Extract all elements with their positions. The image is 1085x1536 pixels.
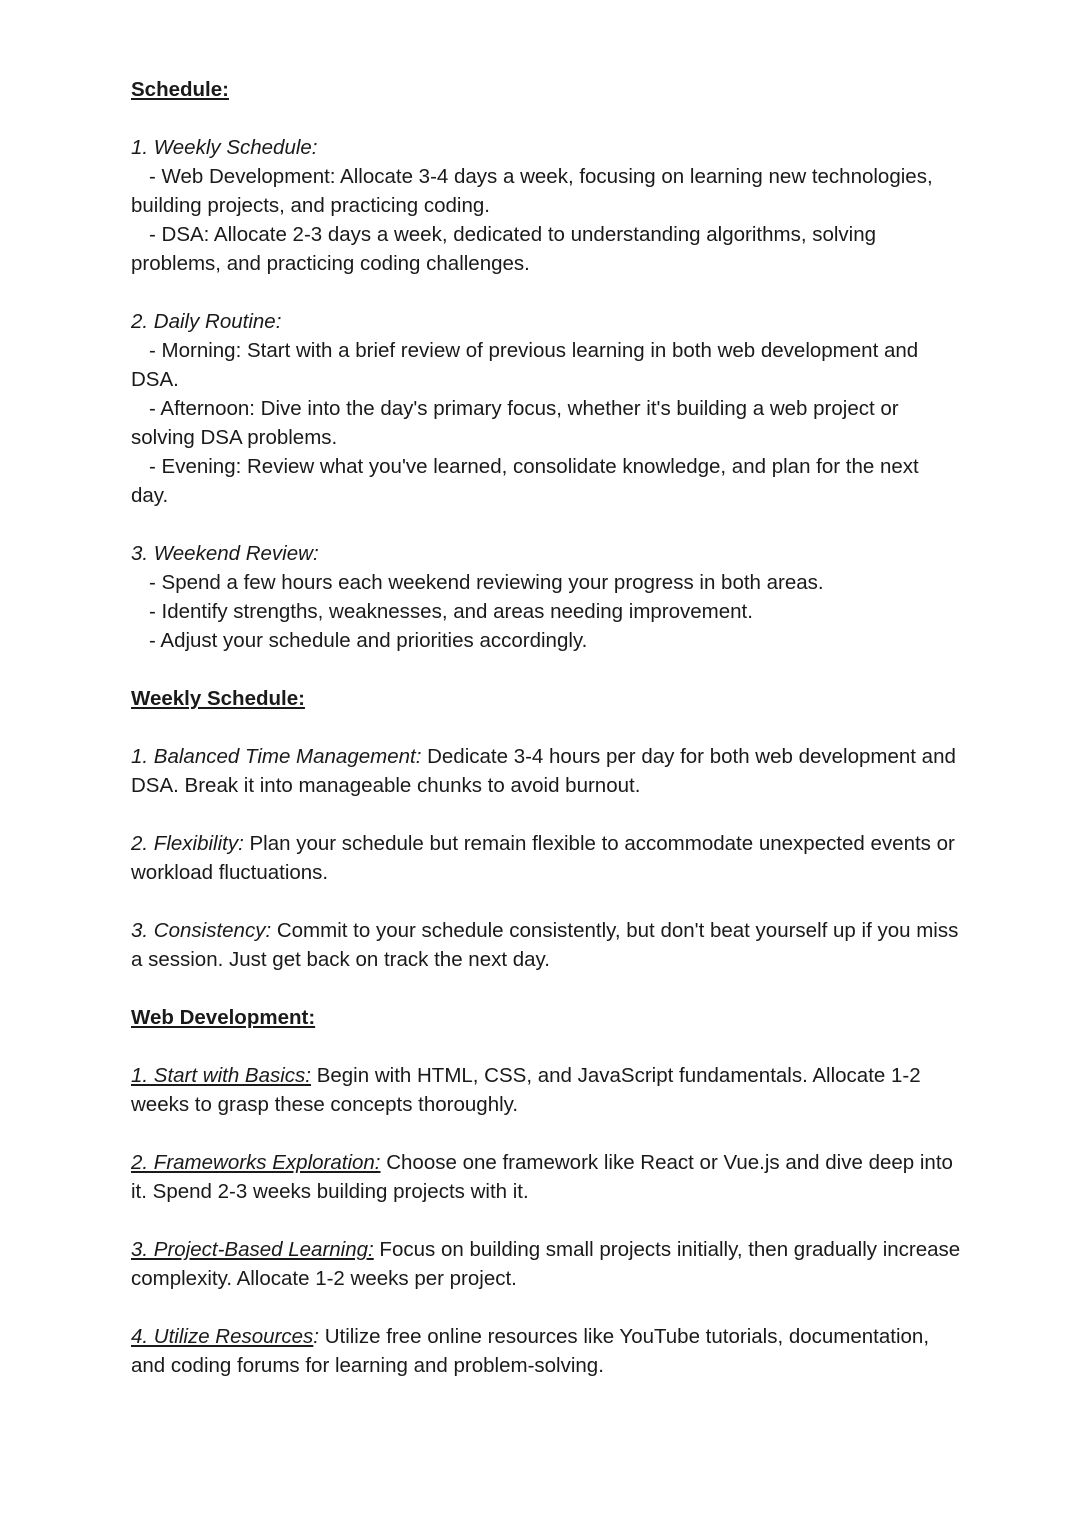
sub-heading-weekend: 3. Weekend Review: <box>131 542 319 565</box>
sub-heading-weekly: 1. Weekly Schedule: <box>131 136 318 159</box>
item-text: Focus on building small projects initially, then gradually increase complexity. Allocate 1-2 weeks per project. <box>131 1238 961 1290</box>
item-text: Utilize free online resources like YouTube tutorials, documentation, and coding forums for learning and problem-solving. <box>131 1325 930 1377</box>
paragraph-item <box>131 829 961 887</box>
item-label: 1. Start with Basics: <box>131 1064 312 1087</box>
item-label-colon: : <box>313 1325 319 1348</box>
section-heading-web-development: Web Development: <box>131 1006 316 1029</box>
paragraph-item <box>131 1235 961 1293</box>
document-page <box>131 75 961 1409</box>
item-text: Commit to your schedule consistently, but don't beat yourself up if you miss a session. Just get back on track the next day. <box>131 919 959 971</box>
item-label: 2. Flexibility: <box>131 832 244 855</box>
section-heading-weekly-schedule: Weekly Schedule: <box>131 687 305 710</box>
item-label: 4. Utilize Resources <box>131 1325 314 1348</box>
bullet-item: - Afternoon: Dive into the day's primary focus, whether it's building a web project or solving DSA problems. <box>131 397 905 449</box>
paragraph-item <box>131 1148 961 1206</box>
bullet-item: - Spend a few hours each weekend reviewing your progress in both areas. <box>149 571 824 594</box>
paragraph-item <box>131 742 961 800</box>
bullet-item: - Web Development: Allocate 3-4 days a week, focusing on learning new technologies, building projects, and practicing coding. <box>131 165 939 217</box>
bullet-item: - Adjust your schedule and priorities accordingly. <box>149 629 588 652</box>
item-text: Choose one framework like React or Vue.js and dive deep into it. Spend 2-3 weeks building projects with it. <box>131 1151 953 1203</box>
paragraph-item <box>131 1061 961 1119</box>
daily-routine-block <box>131 307 961 510</box>
item-label: 3. Consistency: <box>131 919 272 942</box>
item-label: 2. Frameworks Exploration: <box>131 1151 381 1174</box>
paragraph-item <box>131 1322 961 1380</box>
weekly-schedule-block <box>131 133 961 278</box>
section-heading-schedule: Schedule: <box>131 78 229 101</box>
sub-heading-daily: 2. Daily Routine: <box>131 310 282 333</box>
bullet-item: - Identify strengths, weaknesses, and areas needing improvement. <box>149 600 753 623</box>
item-label: 1. Balanced Time Management: <box>131 745 422 768</box>
item-text: Begin with HTML, CSS, and JavaScript fundamentals. Allocate 1-2 weeks to grasp these concepts thoroughly. <box>131 1064 921 1116</box>
bullet-item: - DSA: Allocate 2-3 days a week, dedicated to understanding algorithms, solving problems, and practicing coding challenges. <box>131 223 882 275</box>
item-text: Plan your schedule but remain flexible to accommodate unexpected events or workload fluctuations. <box>131 832 955 884</box>
item-text: Dedicate 3-4 hours per day for both web development and DSA. Break it into manageable chunks to avoid burnout. <box>131 745 956 797</box>
weekend-review-block <box>131 539 961 655</box>
paragraph-item <box>131 916 961 974</box>
bullet-item: - Morning: Start with a brief review of previous learning in both web development and DSA. <box>131 339 924 391</box>
item-label: 3. Project-Based Learning: <box>131 1238 374 1261</box>
bullet-item: - Evening: Review what you've learned, consolidate knowledge, and plan for the next day. <box>131 455 925 507</box>
